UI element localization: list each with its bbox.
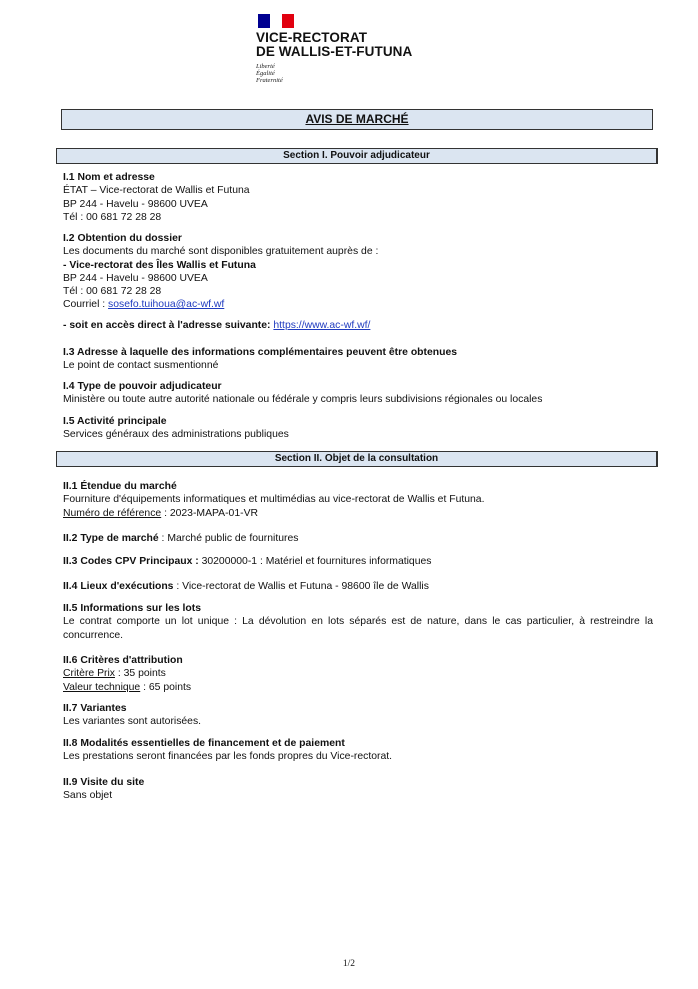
email-line — [63, 298, 653, 311]
reference-value: : 2023-MAPA-01-VR — [161, 507, 259, 519]
section-ii4-heading: II.4 Lieux d'exécutions — [63, 581, 174, 592]
web-access-label: - soit en accès direct à l'adresse suivante: — [63, 320, 274, 331]
section-i5-heading: I.5 Activité principale — [63, 416, 167, 427]
section-ii1 — [63, 480, 653, 520]
section-i4-heading: I.4 Type de pouvoir adjudicateur — [63, 381, 222, 392]
motto-line: Égalité — [256, 70, 275, 77]
section-i5 — [63, 415, 653, 442]
section-i4 — [63, 380, 653, 407]
section-ii1-heading: II.1 Étendue du marché — [63, 481, 177, 492]
section-ii7-text: Les variantes sont autorisées. — [63, 716, 202, 728]
section-ii9 — [63, 776, 653, 803]
marianne-flag-icon — [258, 14, 294, 28]
section-i2-heading: I.2 Obtention du dossier — [63, 233, 182, 244]
criterion-value: : 65 points — [140, 681, 192, 693]
section-ii1-text: Fourniture d'équipements informatiques et multimédias au vice-rectorat de Wallis et Futuna. — [63, 494, 485, 506]
section-ii7-heading: II.7 Variantes — [63, 703, 127, 714]
section-i3-heading: I.3 Adresse à laquelle des informations complémentaires peuvent être obtenues — [63, 347, 458, 358]
reference-label: Numéro de référence — [63, 507, 162, 519]
section-ii7 — [63, 702, 653, 729]
section-i3-text: Le point de contact susmentionné — [63, 360, 219, 372]
section-ii5-text: Le contrat comporte un lot unique : La dévolution en lots séparés est de nature, dans le cas particulier, à restreindre la concurrence. — [63, 616, 653, 641]
criterion-label: Valeur technique — [63, 681, 141, 693]
section-i3 — [63, 346, 653, 373]
section-ii5 — [63, 602, 653, 642]
section-i1 — [63, 171, 653, 224]
address-line: ÉTAT – Vice-rectorat de Wallis et Futuna — [63, 185, 250, 197]
document-title-box — [61, 109, 653, 130]
section-ii6 — [63, 654, 653, 694]
phone-line: Tél : 00 681 72 28 28 — [63, 211, 162, 223]
section-ii3 — [63, 555, 653, 568]
section-ii8-text: Les prestations seront financées par les fonds propres du Vice-rectorat. — [63, 751, 393, 763]
section-ii4 — [63, 580, 653, 593]
section-i2-org: - Vice-rectorat des Îles Wallis et Futuna — [63, 259, 256, 271]
address-line: BP 244 - Havelu - 98600 UVEA — [63, 272, 208, 284]
document-title: AVIS DE MARCHÉ — [305, 112, 409, 126]
section-ii8 — [63, 737, 653, 764]
section-i2-intro: Les documents du marché sont disponibles gratuitement auprès de : — [63, 246, 379, 258]
section-ii2 — [63, 532, 653, 545]
section-2-header: Section II. Objet de la consultation — [56, 451, 658, 467]
vice-rectorat-logo — [256, 14, 456, 84]
section-ii3-heading: II.3 Codes CPV Principaux : — [63, 556, 199, 567]
section-ii9-heading: II.9 Visite du site — [63, 777, 145, 788]
org-name-line1: VICE-RECTORAT — [256, 30, 368, 45]
email-link[interactable]: sosefo.tuihoua@ac-wf.wf — [108, 299, 225, 311]
section-i1-heading: I.1 Nom et adresse — [63, 172, 155, 183]
phone-line: Tél : 00 681 72 28 28 — [63, 286, 162, 298]
section-ii5-heading: II.5 Informations sur les lots — [63, 603, 201, 614]
section-i4-text: Ministère ou toute autre autorité nationale ou fédérale y compris leurs subdivisions régionales ou locales — [63, 394, 543, 406]
section-ii6-heading: II.6 Critères d'attribution — [63, 655, 183, 666]
section-ii8-heading: II.8 Modalités essentielles de financement et de paiement — [63, 738, 345, 749]
section-i5-text: Services généraux des administrations publiques — [63, 429, 289, 441]
website-link[interactable]: https://www.ac-wf.wf/ — [273, 320, 371, 331]
section-ii2-text: : Marché public de fournitures — [158, 533, 299, 544]
page-number: 1/2 — [342, 959, 356, 969]
motto-line: Liberté — [256, 63, 275, 70]
web-access-line — [63, 319, 653, 332]
address-line: BP 244 - Havelu - 98600 UVEA — [63, 198, 208, 210]
motto — [256, 63, 456, 84]
email-label: Courriel : — [63, 299, 109, 311]
section-ii2-heading: II.2 Type de marché — [63, 533, 159, 544]
org-name-line2: DE WALLIS-ET-FUTUNA — [256, 44, 413, 59]
section-1-header: Section I. Pouvoir adjudicateur — [56, 148, 658, 164]
criterion-line — [63, 681, 653, 694]
section-i2 — [63, 232, 653, 312]
section-ii4-text: : Vice-rectorat de Wallis et Futuna - 98600 île de Wallis — [173, 581, 429, 592]
motto-line: Fraternité — [256, 77, 283, 84]
section-ii9-text: Sans objet — [63, 790, 113, 802]
section-ii3-text: 30200000-1 : Matériel et fournitures informatiques — [198, 556, 432, 567]
criterion-line — [63, 667, 653, 680]
criterion-label: Critère Prix — [63, 668, 115, 680]
reference-line — [63, 507, 653, 520]
criterion-value: : 35 points — [114, 668, 166, 680]
